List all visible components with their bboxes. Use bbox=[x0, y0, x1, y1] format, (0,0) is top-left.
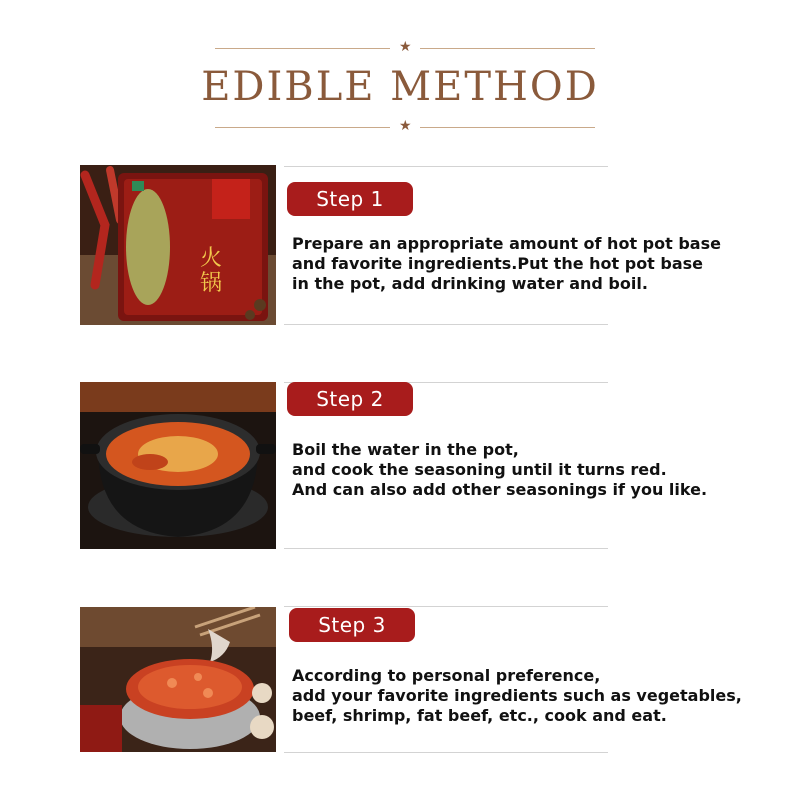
step-2-line: And can also add other seasonings if you like. bbox=[292, 480, 708, 499]
boiling-pot-photo bbox=[80, 382, 276, 549]
hot-pot-base-package-photo bbox=[80, 165, 276, 325]
step-1-line: in the pot, add drinking water and boil. bbox=[292, 274, 648, 293]
step-1-line: and favorite ingredients.Put the hot pot base bbox=[292, 254, 704, 273]
step-1-top-rule bbox=[284, 166, 608, 167]
hot-pot-with-ingredients-photo bbox=[80, 607, 276, 752]
header-bottom-line-left bbox=[215, 127, 390, 128]
header-top-line-right bbox=[420, 48, 595, 49]
step-3-badge: Step 3 bbox=[289, 608, 415, 642]
step-3-line: beef, shrimp, fat beef, etc., cook and eat. bbox=[292, 706, 667, 725]
step-2-description bbox=[292, 440, 772, 500]
step-2-line: and cook the seasoning until it turns red. bbox=[292, 460, 667, 479]
step-3-line: According to personal preference, bbox=[292, 666, 601, 685]
step-2-badge: Step 2 bbox=[287, 382, 413, 416]
step-1-line: Prepare an appropriate amount of hot pot base bbox=[292, 234, 721, 253]
step-1-badge: Step 1 bbox=[287, 182, 413, 216]
step-2-line: Boil the water in the pot, bbox=[292, 440, 519, 459]
step-1-bottom-rule bbox=[284, 324, 608, 325]
page-title: EDIBLE METHOD bbox=[201, 64, 599, 110]
svg-text:火: 火 bbox=[200, 246, 223, 271]
step-3-top-rule bbox=[284, 606, 608, 607]
step-3-description bbox=[292, 666, 772, 726]
header-top-line-left bbox=[215, 48, 390, 49]
star-icon: ★ bbox=[399, 39, 412, 55]
page-header bbox=[0, 0, 800, 150]
step-3-bottom-rule bbox=[284, 752, 608, 753]
step-3-line: add your favorite ingredients such as vegetables, bbox=[292, 686, 742, 705]
star-icon: ★ bbox=[399, 118, 412, 134]
step-2-bottom-rule bbox=[284, 548, 608, 549]
header-bottom-line-right bbox=[420, 127, 595, 128]
step-1-description bbox=[292, 234, 772, 294]
svg-text:锅: 锅 bbox=[200, 271, 223, 296]
